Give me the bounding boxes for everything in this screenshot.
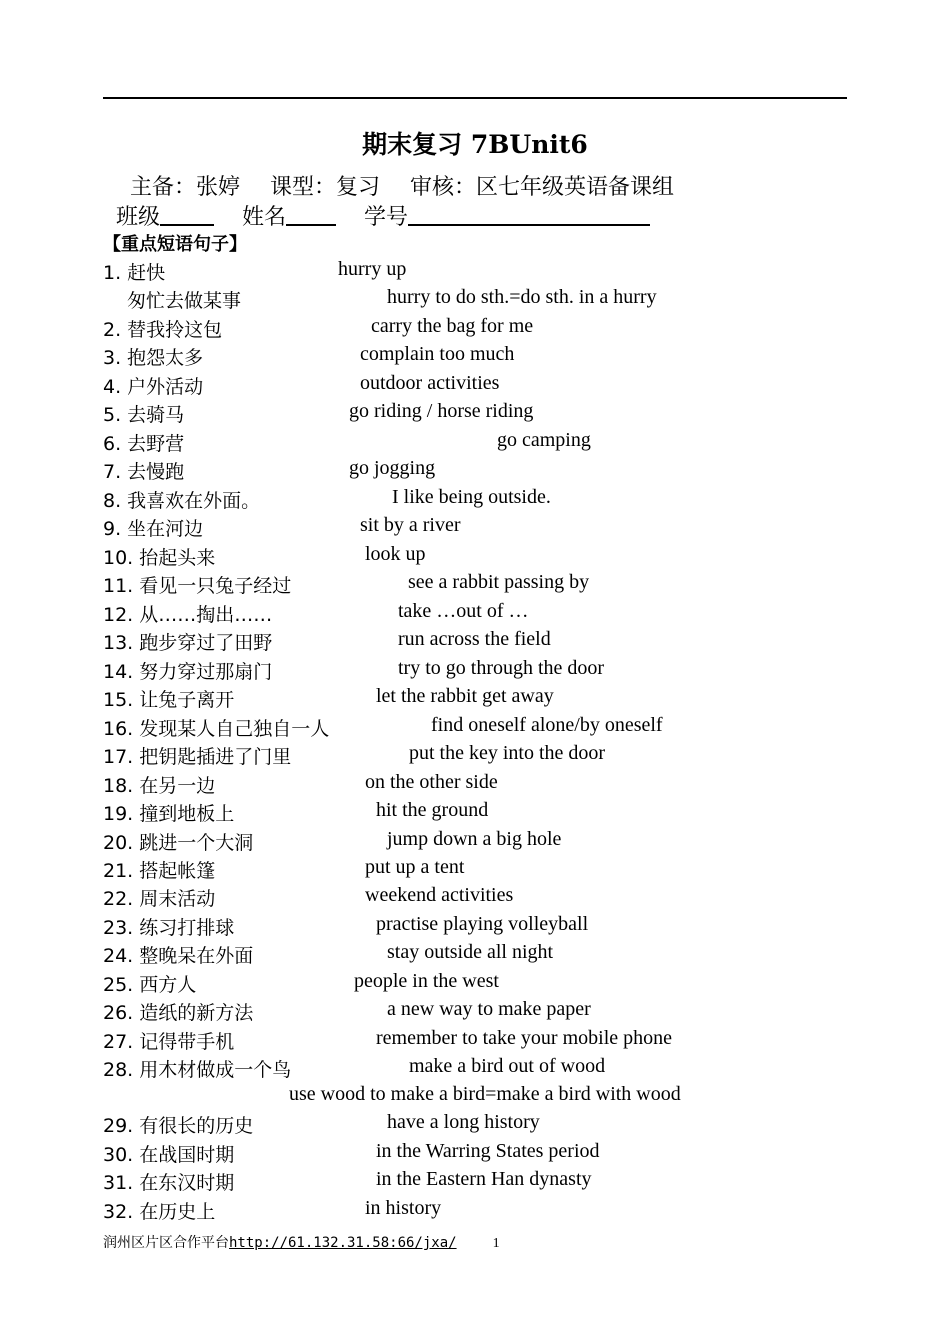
phrase-cn: 15. 让兔子离开	[103, 689, 235, 711]
preparer: 主备：张婷	[130, 175, 241, 200]
id-blank[interactable]	[408, 202, 650, 226]
header-rule	[103, 97, 847, 99]
phrase-cn: 30. 在战国时期	[103, 1144, 235, 1166]
phrase-row	[103, 286, 863, 314]
phrase-en: hurry to do sth.=do sth. in a hurry	[387, 286, 657, 308]
phrase-row	[103, 429, 863, 457]
phrase-row	[103, 571, 863, 599]
phrase-cn: 18. 在另一边	[103, 775, 216, 797]
footer-link[interactable]: http://61.132.31.58:66/jxa/	[229, 1235, 457, 1251]
page-footer	[103, 1232, 500, 1252]
phrase-en: in history	[365, 1197, 442, 1219]
phrase-en: I like being outside.	[392, 486, 551, 508]
phrase-en: in the Eastern Han dynasty	[376, 1168, 592, 1190]
section-heading: 【重点短语句子】	[103, 234, 247, 255]
phrase-en: practise playing volleyball	[376, 913, 589, 935]
phrase-en: sit by a river	[360, 514, 461, 536]
phrase-row	[103, 742, 863, 770]
phrase-cn: 1. 赶快	[103, 262, 166, 284]
phrase-cn: 4. 户外活动	[103, 376, 204, 398]
phrase-row	[103, 400, 863, 428]
phrase-en: put the key into the door	[409, 742, 606, 764]
phrase-cn: 8. 我喜欢在外面。	[103, 490, 261, 512]
phrase-cn: 13. 跑步穿过了田野	[103, 632, 273, 654]
class-blank[interactable]	[160, 202, 214, 226]
phrase-row	[103, 372, 863, 400]
phrase-en: go jogging	[349, 457, 436, 479]
phrase-cn: 29. 有很长的历史	[103, 1115, 254, 1137]
student-info-line	[116, 200, 650, 231]
phrase-cn: 10. 抬起头来	[103, 547, 216, 569]
phrase-en: take …out of …	[398, 600, 529, 622]
reviewer: 审核：区七年级英语备课组	[410, 175, 675, 200]
phrase-en: look up	[365, 543, 426, 565]
phrase-en: hurry up	[338, 258, 407, 280]
page-title: 期末复习 7BUnit6	[362, 130, 588, 159]
phrase-row	[103, 913, 863, 941]
phrase-cn: 19. 撞到地板上	[103, 803, 235, 825]
phrase-row	[103, 543, 863, 571]
phrase-row	[103, 600, 863, 628]
phrase-row	[103, 714, 863, 742]
phrase-en: see a rabbit passing by	[408, 571, 590, 593]
phrase-cn: 5. 去骑马	[103, 404, 185, 426]
phrase-cn: 6. 去野营	[103, 433, 185, 455]
phrase-en: people in the west	[354, 970, 499, 992]
class-label: 班级	[116, 205, 161, 230]
phrase-en: run across the field	[398, 628, 551, 650]
phrase-en: go camping	[497, 429, 591, 451]
phrase-row	[103, 685, 863, 713]
phrase-row	[103, 941, 863, 969]
phrase-cn: 25. 西方人	[103, 974, 197, 996]
phrase-en: hit the ground	[376, 799, 489, 821]
phrase-en: let the rabbit get away	[376, 685, 554, 707]
phrase-cn: 匆忙去做某事	[127, 290, 242, 312]
phrase-cn: 22. 周末活动	[103, 888, 216, 910]
phrase-row	[103, 884, 863, 912]
id-label: 学号	[364, 205, 409, 230]
phrase-row	[103, 1111, 863, 1139]
phrase-row	[103, 343, 863, 371]
phrase-en: a new way to make paper	[387, 998, 591, 1020]
phrase-cn: 26. 造纸的新方法	[103, 1002, 254, 1024]
phrase-cn: 23. 练习打排球	[103, 917, 235, 939]
phrase-row	[103, 1197, 863, 1225]
phrase-row	[103, 771, 863, 799]
phrase-en: go riding / horse riding	[349, 400, 534, 422]
phrase-en: try to go through the door	[398, 657, 605, 679]
phrase-row	[103, 970, 863, 998]
phrase-cn: 7. 去慢跑	[103, 461, 185, 483]
phrase-row	[103, 258, 863, 286]
phrase-en: use wood to make a bird=make a bird with wood	[289, 1083, 681, 1105]
phrase-cn: 16. 发现某人自己独自一人	[103, 718, 330, 740]
name-label: 姓名	[242, 205, 287, 230]
phrase-en: complain too much	[360, 343, 515, 365]
phrase-row	[103, 315, 863, 343]
phrase-row	[103, 1168, 863, 1196]
phrase-cn: 20. 跳进一个大洞	[103, 832, 254, 854]
phrase-row	[103, 457, 863, 485]
phrase-row	[103, 486, 863, 514]
phrase-cn: 2. 替我拎这包	[103, 319, 223, 341]
phrase-cn: 17. 把钥匙插进了门里	[103, 746, 292, 768]
phrase-en: put up a tent	[365, 856, 465, 878]
phrase-row	[103, 628, 863, 656]
phrase-cn: 9. 坐在河边	[103, 518, 204, 540]
phrase-en: carry the bag for me	[371, 315, 534, 337]
phrase-en: outdoor activities	[360, 372, 500, 394]
phrase-cn: 14. 努力穿过那扇门	[103, 661, 273, 683]
phrase-row	[103, 1140, 863, 1168]
phrase-row	[103, 998, 863, 1026]
phrase-row	[103, 1083, 863, 1111]
phrase-cn: 24. 整晚呆在外面	[103, 945, 254, 967]
meta-line	[130, 170, 674, 201]
phrase-en: on the other side	[365, 771, 498, 793]
phrase-row	[103, 514, 863, 542]
name-blank[interactable]	[286, 202, 336, 226]
phrase-row	[103, 856, 863, 884]
phrase-en: find oneself alone/by oneself	[431, 714, 663, 736]
phrase-cn: 11. 看见一只兔子经过	[103, 575, 292, 597]
phrase-en: stay outside all night	[387, 941, 554, 963]
phrase-row	[103, 799, 863, 827]
phrase-cn: 3. 抱怨太多	[103, 347, 204, 369]
phrase-cn: 31. 在东汉时期	[103, 1172, 235, 1194]
phrase-row	[103, 828, 863, 856]
lesson-type: 课型：复习	[270, 175, 381, 200]
phrase-row	[103, 657, 863, 685]
phrase-en: jump down a big hole	[387, 828, 562, 850]
phrase-cn: 12. 从……掏出……	[103, 604, 273, 626]
phrase-cn: 27. 记得带手机	[103, 1031, 235, 1053]
phrase-row	[103, 1027, 863, 1055]
phrase-cn: 32. 在历史上	[103, 1201, 216, 1223]
phrase-en: in the Warring States period	[376, 1140, 600, 1162]
phrase-en: have a long history	[387, 1111, 540, 1133]
phrase-row	[103, 1055, 863, 1083]
footer-platform: 润州区片区合作平台	[103, 1235, 229, 1251]
phrase-en: remember to take your mobile phone	[376, 1027, 673, 1049]
phrase-en: weekend activities	[365, 884, 514, 906]
phrase-cn: 21. 搭起帐篷	[103, 860, 216, 882]
page-number: 1	[492, 1236, 500, 1251]
phrase-cn: 28. 用木材做成一个鸟	[103, 1059, 292, 1081]
phrase-en: make a bird out of wood	[409, 1055, 606, 1077]
